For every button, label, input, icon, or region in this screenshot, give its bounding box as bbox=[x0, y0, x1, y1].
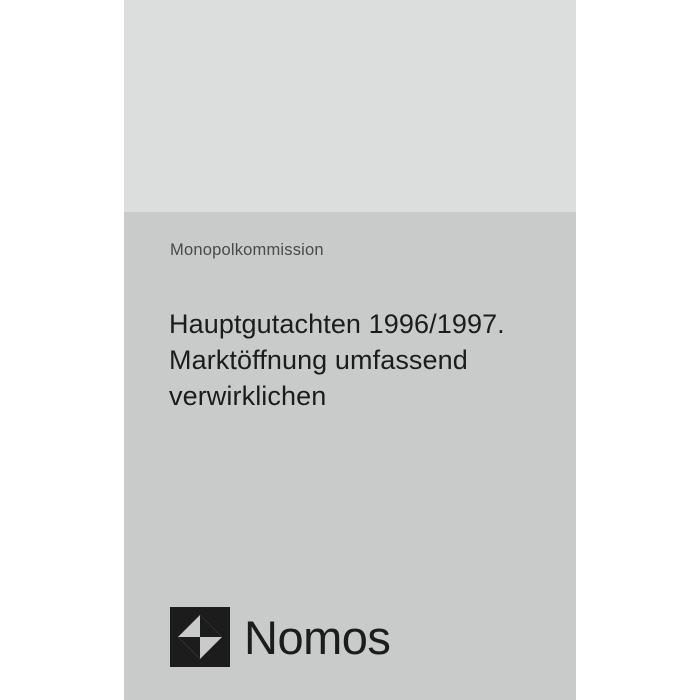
cover-body bbox=[124, 212, 576, 700]
cover-author: Monopolkommission bbox=[170, 241, 324, 259]
publisher-wordmark: Nomos bbox=[244, 610, 391, 664]
cover-title-line-2: Marktöffnung umfassend bbox=[169, 345, 468, 375]
nomos-diamond-logo-icon bbox=[170, 607, 230, 667]
cover-title bbox=[169, 306, 559, 414]
cover-title-line-1: Hauptgutachten 1996/1997. bbox=[169, 309, 505, 339]
cover-top-band bbox=[124, 0, 576, 212]
publisher-logo bbox=[170, 606, 390, 668]
book-cover bbox=[124, 0, 576, 700]
cover-title-line-3: verwirklichen bbox=[169, 381, 327, 411]
